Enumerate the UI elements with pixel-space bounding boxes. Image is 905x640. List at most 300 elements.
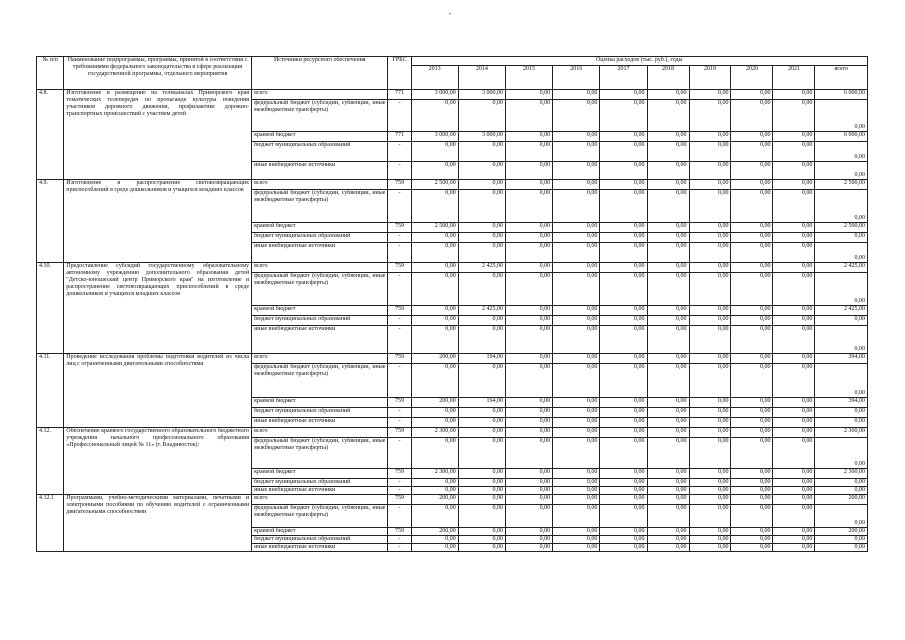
year-value: 0,00 (411, 190, 458, 223)
year-value: 0,00 (505, 418, 552, 428)
year-value: 0,00 (647, 528, 689, 536)
year-value: 0,00 (411, 306, 458, 316)
total-value: 2 425,00 (815, 263, 868, 273)
total-value: 0,00 (815, 505, 868, 528)
year-value: 0,00 (689, 223, 731, 233)
year-value: 0,00 (773, 90, 815, 100)
year-value: 0,00 (689, 90, 731, 100)
year-value: 0,00 (458, 100, 505, 132)
item-number: 4.9. (37, 180, 64, 263)
year-value: 0,00 (731, 326, 773, 354)
year-value: 0,00 (600, 487, 647, 495)
grbs-code: 759 (388, 398, 411, 408)
total-value: 0,00 (815, 536, 868, 544)
funding-source: всего (252, 180, 388, 190)
year-value: 0,00 (553, 306, 600, 316)
year-value: 3 000,00 (458, 90, 505, 100)
year-value: 0,00 (553, 505, 600, 528)
year-value: 0,00 (731, 438, 773, 469)
year-value: 0,00 (731, 90, 773, 100)
year-value: 0,00 (773, 233, 815, 243)
year-value: 0,00 (458, 479, 505, 487)
year-value: 0,00 (411, 233, 458, 243)
year-value: 0,00 (689, 100, 731, 132)
year-value: 0,00 (731, 162, 773, 180)
year-value: 0,00 (600, 438, 647, 469)
year-value: 0,00 (411, 505, 458, 528)
year-value: 0,00 (600, 469, 647, 479)
total-value: 0,00 (815, 418, 868, 428)
year-value: 0,00 (647, 316, 689, 326)
year-value: 0,00 (773, 354, 815, 364)
year-value: 0,00 (505, 364, 552, 398)
year-value: 0,00 (647, 428, 689, 438)
table-row (37, 90, 868, 100)
year-value: 0,00 (647, 90, 689, 100)
funding-source: всего (252, 495, 388, 505)
year-value: 0,00 (773, 364, 815, 398)
year-value: 0,00 (505, 487, 552, 495)
total-value: 0,00 (815, 479, 868, 487)
grbs-code: - (388, 190, 411, 223)
total-value: 0,00 (815, 273, 868, 306)
year-value: 200,00 (411, 528, 458, 536)
year-value: 0,00 (689, 479, 731, 487)
year-value: 0,00 (773, 316, 815, 326)
year-value: 0,00 (553, 398, 600, 408)
year-value: 0,00 (458, 544, 505, 552)
year-value: 0,00 (600, 180, 647, 190)
year-value: 0,00 (458, 243, 505, 263)
year-value: 0,00 (689, 243, 731, 263)
year-value: 0,00 (505, 495, 552, 505)
year-value: 0,00 (600, 354, 647, 364)
year-value: 0,00 (600, 418, 647, 428)
year-value: 0,00 (600, 544, 647, 552)
header-year: 2016 (553, 66, 600, 90)
total-value: 2 300,00 (815, 428, 868, 438)
year-value: 0,00 (600, 233, 647, 243)
grbs-code: - (388, 100, 411, 132)
total-value: 0,00 (815, 408, 868, 418)
year-value: 0,00 (458, 487, 505, 495)
year-value: 0,00 (731, 528, 773, 536)
year-value: 0,00 (553, 142, 600, 162)
year-value: 0,00 (553, 132, 600, 142)
grbs-code: 759 (388, 263, 411, 273)
year-value: 2 425,00 (458, 306, 505, 316)
header-year: 2013 (411, 66, 458, 90)
funding-source: иные внебюджетные источники (252, 326, 388, 354)
year-value: 0,00 (773, 263, 815, 273)
year-value: 0,00 (600, 190, 647, 223)
funding-source: бюджет муниципальных образований (252, 536, 388, 544)
year-value: 2 425,00 (458, 263, 505, 273)
year-value: 0,00 (505, 162, 552, 180)
total-value: 2 500,00 (815, 223, 868, 233)
grbs-code: - (388, 408, 411, 418)
year-value: 2 500,00 (411, 223, 458, 233)
year-value: 0,00 (505, 273, 552, 306)
header-year: 2019 (689, 66, 731, 90)
total-value: 0,00 (815, 233, 868, 243)
header-year: 2015 (505, 66, 552, 90)
year-value: 0,00 (731, 364, 773, 398)
year-value: 0,00 (553, 528, 600, 536)
year-value: 0,00 (411, 536, 458, 544)
year-value: 0,00 (689, 132, 731, 142)
table-row (37, 263, 868, 273)
grbs-code: - (388, 162, 411, 180)
year-value: 0,00 (689, 180, 731, 190)
year-value: 0,00 (731, 479, 773, 487)
total-value: 0,00 (815, 162, 868, 180)
header-name: Наименование подпрограммы, программы, принятой в соответствии с требованиями федерального законодательства в сфере реализации государственной программы, отдельного мероприятия (64, 57, 252, 90)
year-value: 2 500,00 (411, 180, 458, 190)
year-value: 0,00 (505, 354, 552, 364)
year-value: 0,00 (689, 398, 731, 408)
year-value: 0,00 (600, 479, 647, 487)
year-value: 0,00 (553, 418, 600, 428)
year-value: 0,00 (411, 142, 458, 162)
grbs-code: - (388, 438, 411, 469)
total-value: 0,00 (815, 100, 868, 132)
year-value: 0,00 (647, 354, 689, 364)
year-value: 0,00 (689, 263, 731, 273)
year-value: 0,00 (411, 263, 458, 273)
year-value: 0,00 (773, 273, 815, 306)
item-number: 4.12. (37, 428, 64, 495)
item-number: 4.8. (37, 90, 64, 180)
total-value: 200,00 (815, 495, 868, 505)
year-value: 0,00 (553, 495, 600, 505)
item-name: Изготовление и размещение на телеканалах Приморского края тематических телепередач по пропаганде культуры поведения участников дорожного движения, профилактике дорожно-транспортных происшествий с участием детей (64, 90, 252, 180)
year-value: 0,00 (689, 273, 731, 306)
year-value: 0,00 (505, 263, 552, 273)
year-value: 0,00 (553, 354, 600, 364)
funding-source: иные внебюджетные источники (252, 243, 388, 263)
year-value: 0,00 (647, 469, 689, 479)
year-value: 0,00 (411, 479, 458, 487)
header-no: № п/п (37, 57, 64, 90)
year-value: 0,00 (773, 408, 815, 418)
year-value: 0,00 (505, 479, 552, 487)
year-value: 0,00 (647, 233, 689, 243)
total-value: 200,00 (815, 528, 868, 536)
year-value: 0,00 (505, 243, 552, 263)
grbs-code: 771 (388, 90, 411, 100)
year-value: 0,00 (773, 479, 815, 487)
year-value: 0,00 (773, 162, 815, 180)
year-value: 200,00 (411, 495, 458, 505)
year-value: 0,00 (731, 469, 773, 479)
total-value: 0,00 (815, 364, 868, 398)
total-value: 0,00 (815, 142, 868, 162)
year-value: 0,00 (600, 90, 647, 100)
year-value: 0,00 (689, 364, 731, 398)
year-value: 0,00 (505, 398, 552, 408)
year-value: 0,00 (647, 479, 689, 487)
year-value: 0,00 (731, 536, 773, 544)
year-value: 200,00 (411, 354, 458, 364)
total-value: 6 000,00 (815, 90, 868, 100)
year-value: 0,00 (505, 469, 552, 479)
year-value: 0,00 (411, 100, 458, 132)
year-value: 0,00 (689, 469, 731, 479)
year-value: 0,00 (505, 233, 552, 243)
year-value: 0,00 (411, 544, 458, 552)
year-value: 0,00 (553, 263, 600, 273)
year-value: 0,00 (553, 364, 600, 398)
funding-source: иные внебюджетные источники (252, 162, 388, 180)
year-value: 0,00 (505, 408, 552, 418)
year-value: 0,00 (553, 408, 600, 418)
year-value: 0,00 (731, 428, 773, 438)
year-value: 0,00 (553, 536, 600, 544)
year-value: 0,00 (505, 528, 552, 536)
grbs-code: 759 (388, 469, 411, 479)
year-value: 0,00 (647, 100, 689, 132)
year-value: 0,00 (773, 428, 815, 438)
year-value: 0,00 (600, 326, 647, 354)
year-value: 0,00 (647, 190, 689, 223)
funding-source: федеральный бюджет (субсидии, субвенции, иные межбюджетные трансферты) (252, 100, 388, 132)
year-value: 0,00 (600, 273, 647, 306)
year-value: 0,00 (505, 180, 552, 190)
year-value: 0,00 (411, 273, 458, 306)
year-value: 0,00 (553, 487, 600, 495)
total-value: 0,00 (815, 438, 868, 469)
year-value: 0,00 (773, 100, 815, 132)
item-name: Проведение исследования проблемы подготовки водителей из числа лиц с ограниченными двигательными способностями (64, 354, 252, 428)
header-sources: Источники ресурсного обеспечения (252, 57, 388, 90)
year-value: 0,00 (689, 438, 731, 469)
year-value: 0,00 (553, 544, 600, 552)
funding-source: бюджет муниципальных образований (252, 316, 388, 326)
year-value: 0,00 (773, 132, 815, 142)
year-value: 0,00 (689, 162, 731, 180)
year-value: 0,00 (505, 223, 552, 233)
year-value: 2 300,00 (411, 469, 458, 479)
year-value: 0,00 (553, 233, 600, 243)
year-value: 0,00 (458, 233, 505, 243)
grbs-code: - (388, 364, 411, 398)
year-value: 0,00 (689, 505, 731, 528)
grbs-code: - (388, 142, 411, 162)
year-value: 0,00 (689, 528, 731, 536)
year-value: 0,00 (647, 408, 689, 418)
year-value: 0,00 (505, 536, 552, 544)
year-value: 0,00 (773, 190, 815, 223)
total-value: 2 300,00 (815, 469, 868, 479)
year-value: 3 000,00 (411, 90, 458, 100)
funding-source: краевой бюджет (252, 306, 388, 316)
year-value: 0,00 (600, 428, 647, 438)
table-row (37, 180, 868, 190)
year-value: 0,00 (505, 505, 552, 528)
grbs-code: - (388, 505, 411, 528)
grbs-code: - (388, 273, 411, 306)
grbs-code: - (388, 418, 411, 428)
table-row (37, 354, 868, 364)
funding-source: федеральный бюджет (субсидии, субвенции, иные межбюджетные трансферты) (252, 190, 388, 223)
year-value: 0,00 (505, 142, 552, 162)
year-value: 0,00 (505, 306, 552, 316)
year-value: 0,00 (505, 190, 552, 223)
year-value: 0,00 (647, 487, 689, 495)
year-value: 0,00 (731, 273, 773, 306)
year-value: 0,00 (773, 180, 815, 190)
year-value: 0,00 (773, 223, 815, 233)
year-value: 0,00 (600, 306, 647, 316)
year-value: 0,00 (647, 505, 689, 528)
year-value: 0,00 (773, 544, 815, 552)
year-value: 0,00 (458, 273, 505, 306)
year-value: 0,00 (689, 190, 731, 223)
year-value: 0,00 (731, 263, 773, 273)
year-value: 0,00 (773, 495, 815, 505)
year-value: 0,00 (647, 418, 689, 428)
year-value: 0,00 (647, 536, 689, 544)
grbs-code: 759 (388, 306, 411, 316)
grbs-code: 759 (388, 223, 411, 233)
page-mark: " (449, 13, 452, 19)
year-value: 0,00 (731, 233, 773, 243)
year-value: 0,00 (458, 495, 505, 505)
year-value: 0,00 (773, 306, 815, 316)
year-value: 0,00 (553, 180, 600, 190)
year-value: 0,00 (600, 243, 647, 263)
year-value: 0,00 (731, 487, 773, 495)
year-value: 0,00 (731, 223, 773, 233)
year-value: 0,00 (553, 223, 600, 233)
year-value: 0,00 (600, 223, 647, 233)
item-name: Предоставление субсидий государственному образовательному автономному учреждению дополнительного образования детей "Детско-юношеский центр Приморского края" на изготовление и распространение световозвращающих приспособлений в среде дошкольников и учащихся младших классов (64, 263, 252, 354)
year-value: 0,00 (600, 536, 647, 544)
year-value: 0,00 (553, 190, 600, 223)
header-year: 2017 (600, 66, 647, 90)
total-value: 0,00 (815, 544, 868, 552)
year-value: 0,00 (411, 326, 458, 354)
year-value: 0,00 (458, 316, 505, 326)
year-value: 0,00 (411, 438, 458, 469)
year-value: 0,00 (689, 487, 731, 495)
year-value: 0,00 (411, 364, 458, 398)
grbs-code: 759 (388, 528, 411, 536)
header-year: 2021 (773, 66, 815, 90)
year-value: 0,00 (458, 505, 505, 528)
table-row (37, 495, 868, 505)
grbs-code: 759 (388, 495, 411, 505)
year-value: 0,00 (689, 316, 731, 326)
year-value: 0,00 (553, 243, 600, 263)
funding-source: всего (252, 428, 388, 438)
table-row (37, 428, 868, 438)
total-value: 6 000,00 (815, 132, 868, 142)
year-value: 0,00 (689, 418, 731, 428)
year-value: 0,00 (553, 326, 600, 354)
year-value: 0,00 (458, 418, 505, 428)
funding-source: иные внебюджетные источники (252, 544, 388, 552)
year-value: 0,00 (647, 544, 689, 552)
funding-source: всего (252, 90, 388, 100)
year-value: 0,00 (505, 100, 552, 132)
item-number: 4.12.1 (37, 495, 64, 552)
funding-source: краевой бюджет (252, 528, 388, 536)
year-value: 2 300,00 (411, 428, 458, 438)
year-value: 0,00 (458, 223, 505, 233)
total-value: 2 425,00 (815, 306, 868, 316)
year-value: 194,00 (458, 398, 505, 408)
funding-source: краевой бюджет (252, 398, 388, 408)
year-value: 0,00 (647, 243, 689, 263)
year-value: 0,00 (458, 190, 505, 223)
year-value: 0,00 (458, 142, 505, 162)
year-value: 0,00 (773, 142, 815, 162)
year-value: 0,00 (553, 316, 600, 326)
grbs-code: - (388, 544, 411, 552)
year-value: 0,00 (600, 162, 647, 180)
year-value: 0,00 (689, 233, 731, 243)
total-value: 0,00 (815, 316, 868, 326)
item-name: Программами, учебно-методическими материалами, печатными и электронными пособиями по обучению водителей с ограниченными двигательными способностями (64, 495, 252, 552)
total-value: 0,00 (815, 243, 868, 263)
year-value: 0,00 (647, 273, 689, 306)
header-year: 2020 (731, 66, 773, 90)
total-value: 0,00 (815, 190, 868, 223)
funding-source: всего (252, 263, 388, 273)
total-value: 0,00 (815, 487, 868, 495)
year-value: 0,00 (505, 90, 552, 100)
year-value: 0,00 (505, 544, 552, 552)
item-name: Изготовление и распространение световозвращающих приспособлений в среде дошкольников и учащихся младших классов (64, 180, 252, 263)
year-value: 0,00 (731, 306, 773, 316)
year-value: 0,00 (731, 398, 773, 408)
year-value: 0,00 (600, 398, 647, 408)
year-value: 0,00 (689, 306, 731, 316)
year-value: 0,00 (458, 162, 505, 180)
grbs-code: - (388, 487, 411, 495)
year-value: 0,00 (773, 487, 815, 495)
funding-source: иные внебюджетные источники (252, 487, 388, 495)
year-value: 0,00 (689, 428, 731, 438)
year-value: 0,00 (773, 505, 815, 528)
year-value: 0,00 (553, 479, 600, 487)
year-value: 0,00 (411, 487, 458, 495)
year-value: 0,00 (689, 495, 731, 505)
year-value: 0,00 (553, 100, 600, 132)
funding-source: краевой бюджет (252, 469, 388, 479)
grbs-code: 759 (388, 428, 411, 438)
grbs-code: - (388, 233, 411, 243)
funding-source: бюджет муниципальных образований (252, 479, 388, 487)
grbs-code: 759 (388, 180, 411, 190)
header-grbs: ГРБС (388, 57, 411, 90)
year-value: 0,00 (458, 438, 505, 469)
header-year: всего (815, 66, 868, 90)
year-value: 0,00 (647, 263, 689, 273)
year-value: 0,00 (600, 142, 647, 162)
year-value: 0,00 (600, 495, 647, 505)
year-value: 0,00 (773, 243, 815, 263)
year-value: 0,00 (458, 428, 505, 438)
year-value: 0,00 (505, 316, 552, 326)
funding-source: бюджет муниципальных образований (252, 142, 388, 162)
total-value: 2 500,00 (815, 180, 868, 190)
year-value: 0,00 (731, 132, 773, 142)
funding-source: иные внебюджетные источники (252, 418, 388, 428)
header-year: 2018 (647, 66, 689, 90)
